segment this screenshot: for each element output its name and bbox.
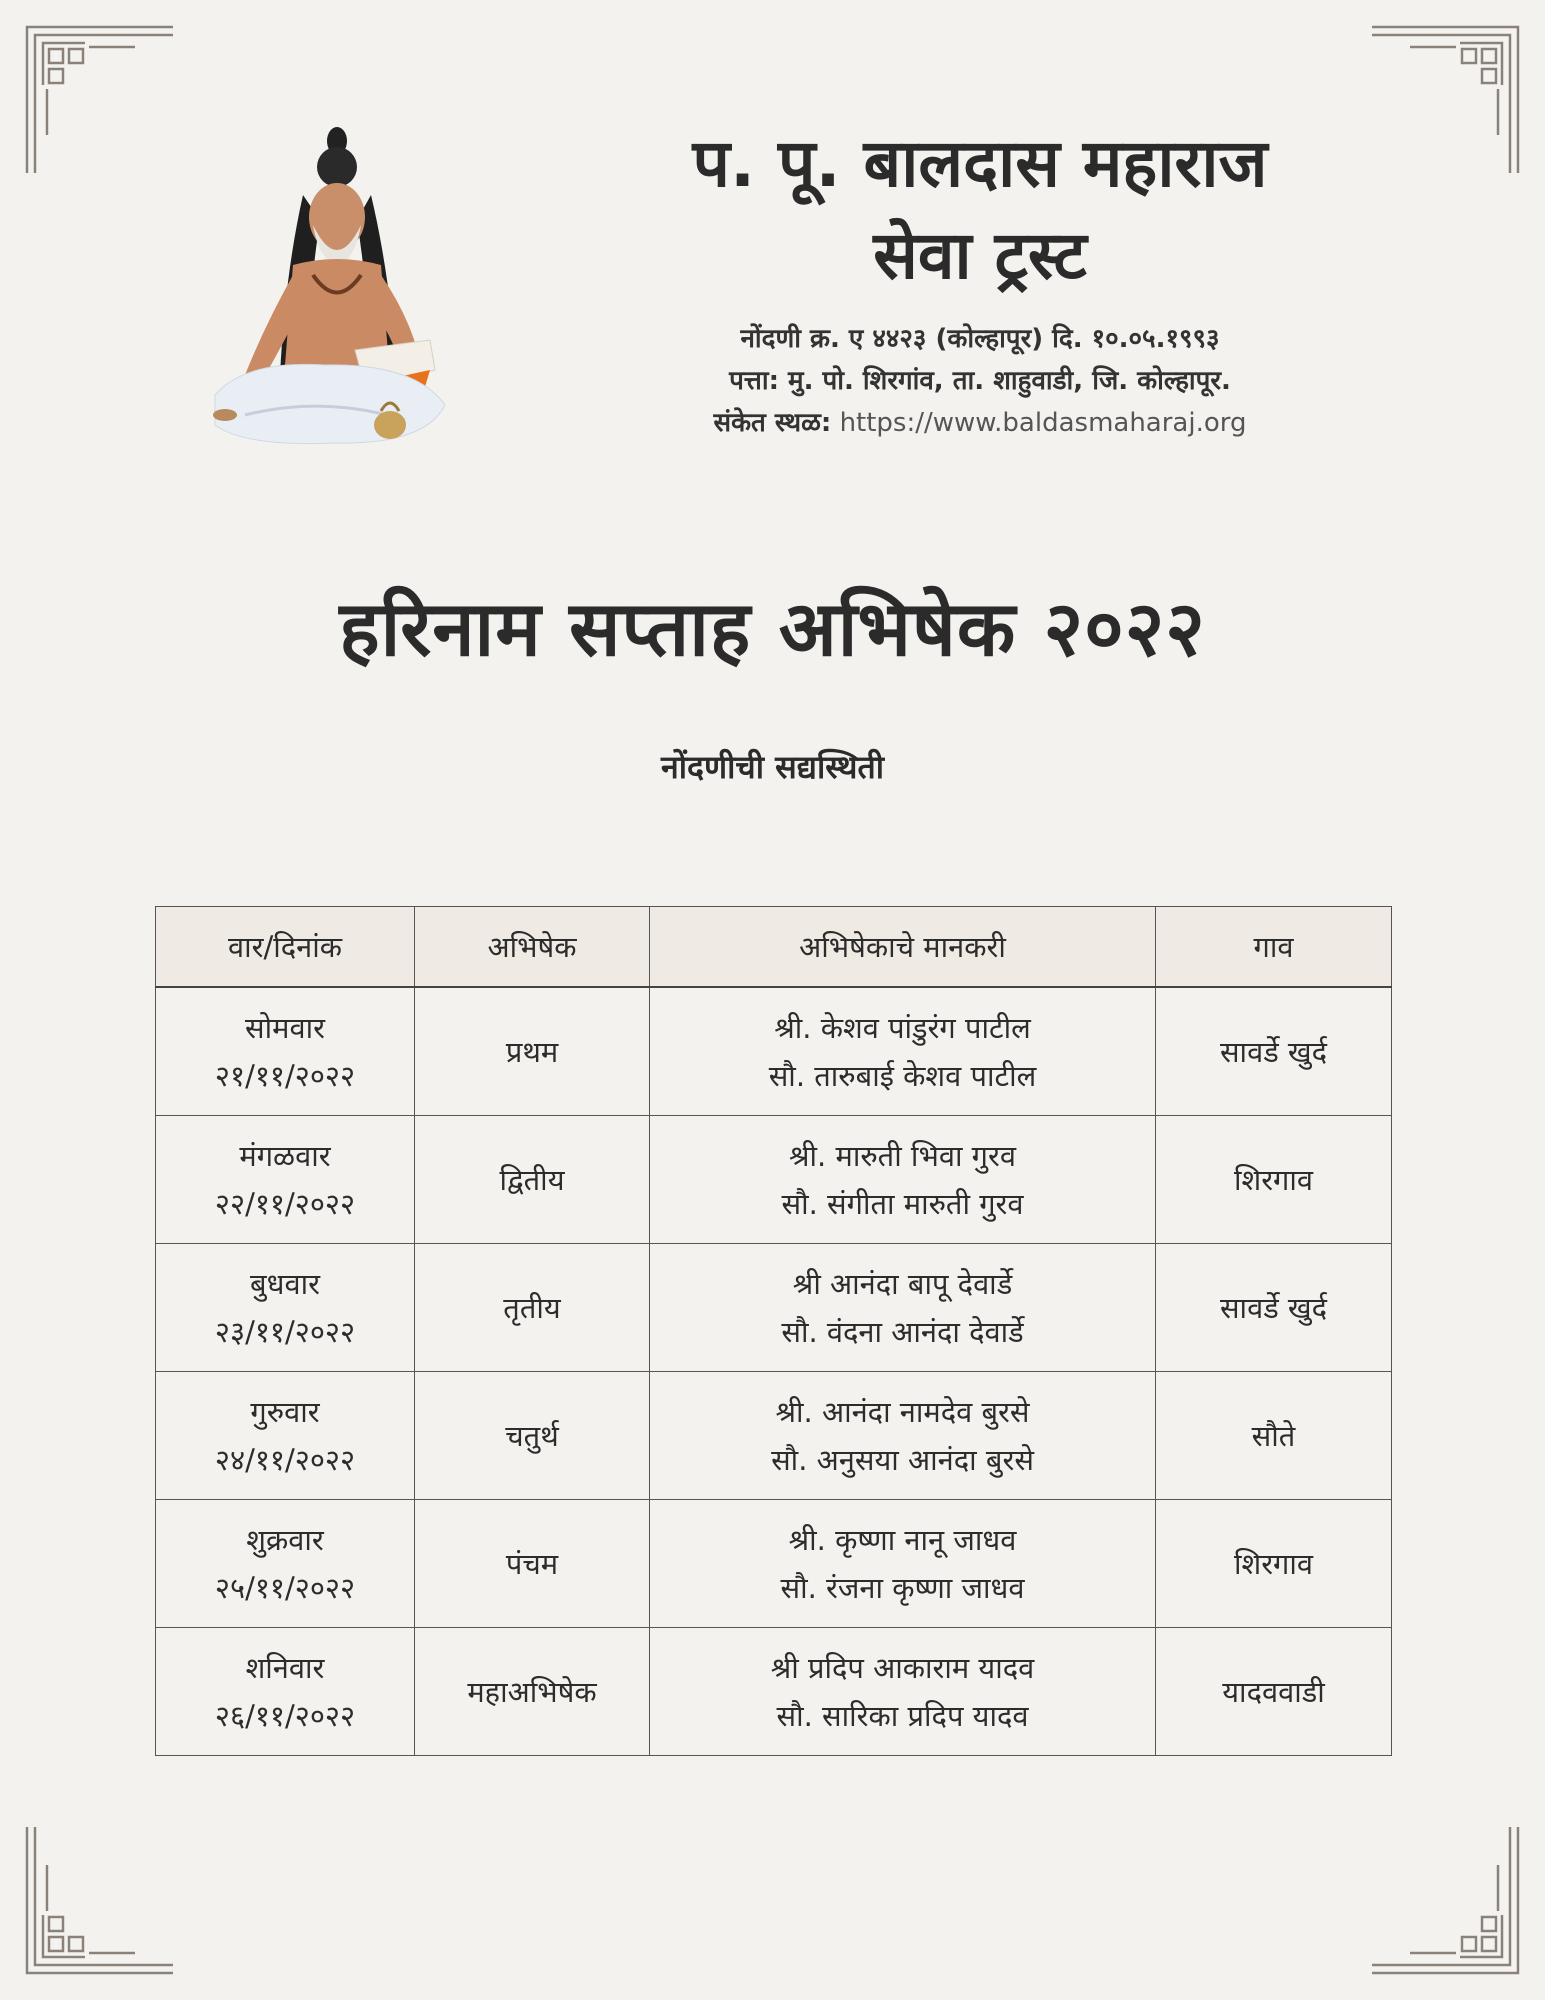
honorees-cell	[650, 987, 1156, 1116]
day-date-cell	[156, 987, 415, 1116]
honorees-cell	[650, 1116, 1156, 1244]
page-subtitle: नोंदणीची सद्यस्थिती	[660, 748, 885, 786]
header-honorees: अभिषेकाचे मानकरी	[650, 907, 1156, 988]
org-name-line1: प. पू. बालदास महाराज	[692, 125, 1268, 202]
village-cell: यादववाडी	[1156, 1628, 1392, 1756]
day-date-cell	[156, 1372, 415, 1500]
day-date-cell	[156, 1500, 415, 1628]
honoree-secondary: सौ. सारिका प्रदिप यादव	[776, 1698, 1029, 1733]
day-date-cell	[156, 1116, 415, 1244]
table-row	[156, 1372, 1392, 1500]
org-name-line2: सेवा ट्रस्ट	[873, 217, 1087, 294]
village-cell: शिरगाव	[1156, 1116, 1392, 1244]
date-text: २२/११/२०२२	[214, 1186, 356, 1221]
village-cell: सावर्डे खुर्द	[1156, 1244, 1392, 1372]
page-title: हरिनाम सप्ताह अभिषेक २०२२	[339, 584, 1206, 673]
honoree-secondary: सौ. संगीता मारुती गुरव	[781, 1186, 1024, 1221]
org-header	[560, 118, 1400, 302]
day-date-cell	[156, 1628, 415, 1756]
abhishek-cell: द्वितीय	[415, 1116, 650, 1244]
honoree-secondary: सौ. वंदना आनंदा देवार्डे	[781, 1314, 1024, 1349]
header-village: गाव	[1156, 907, 1392, 988]
table-row	[156, 1500, 1392, 1628]
honoree-primary: श्री. आनंदा नामदेव बुरसे	[775, 1394, 1030, 1429]
honorees-cell	[650, 1244, 1156, 1372]
date-text: २१/११/२०२२	[214, 1058, 356, 1093]
day-text: मंगळवार	[239, 1138, 331, 1173]
honorees-cell	[650, 1372, 1156, 1500]
village-cell: शिरगाव	[1156, 1500, 1392, 1628]
honorees-cell	[650, 1500, 1156, 1628]
corner-ornament-icon	[25, 1825, 175, 1975]
table-row	[156, 987, 1392, 1116]
abhishek-cell: प्रथम	[415, 987, 650, 1116]
address-text: पत्ता: मु. पो. शिरगांव, ता. शाहुवाडी, जि. कोल्हापूर.	[729, 366, 1231, 396]
honoree-secondary: सौ. अनुसया आनंदा बुरसे	[771, 1442, 1034, 1477]
table-header-row	[156, 907, 1392, 988]
day-text: गुरुवार	[250, 1394, 320, 1429]
honoree-primary: श्री. कृष्णा नानू जाधव	[788, 1522, 1017, 1557]
day-text: सोमवार	[245, 1010, 325, 1045]
registration-text: नोंदणी क्र. ए ४४२३ (कोल्हापूर) दि. १०.०५.१९९३	[740, 324, 1220, 354]
header-abhishek: अभिषेक	[415, 907, 650, 988]
honoree-primary: श्री आनंदा बापू देवार्डे	[792, 1266, 1013, 1301]
day-text: बुधवार	[250, 1266, 320, 1301]
website-line	[560, 402, 1400, 444]
date-text: २४/११/२०२२	[214, 1442, 356, 1477]
abhishek-cell: पंचम	[415, 1500, 650, 1628]
corner-ornament-icon	[25, 25, 175, 175]
honoree-secondary: सौ. रंजना कृष्णा जाधव	[780, 1570, 1025, 1605]
table-row	[156, 1244, 1392, 1372]
honoree-secondary: सौ. तारुबाई केशव पाटील	[768, 1058, 1037, 1093]
abhishek-cell: चतुर्थ	[415, 1372, 650, 1500]
sage-portrait-icon	[185, 125, 465, 460]
schedule-table	[155, 906, 1392, 1756]
website-link[interactable]: https://www.baldasmaharaj.org	[839, 408, 1247, 438]
village-cell: सौते	[1156, 1372, 1392, 1500]
honoree-primary: श्री. मारुती भिवा गुरव	[789, 1138, 1016, 1173]
day-text: शुक्रवार	[246, 1522, 324, 1557]
website-label: संकेत स्थळ:	[713, 408, 832, 438]
date-text: २५/११/२०२२	[214, 1570, 356, 1605]
abhishek-cell: महाअभिषेक	[415, 1628, 650, 1756]
honorees-cell	[650, 1628, 1156, 1756]
table-row	[156, 1628, 1392, 1756]
abhishek-cell: तृतीय	[415, 1244, 650, 1372]
corner-ornament-icon	[1370, 1825, 1520, 1975]
day-text: शनिवार	[245, 1650, 325, 1685]
day-date-cell	[156, 1244, 415, 1372]
date-text: २३/११/२०२२	[214, 1314, 356, 1349]
header-day-date: वार/दिनांक	[156, 907, 415, 988]
table-row	[156, 1116, 1392, 1244]
village-cell: सावर्डे खुर्द	[1156, 987, 1392, 1116]
honoree-primary: श्री. केशव पांडुरंग पाटील	[774, 1010, 1031, 1045]
org-meta	[560, 318, 1400, 444]
honoree-primary: श्री प्रदिप आकाराम यादव	[770, 1650, 1035, 1685]
date-text: २६/११/२०२२	[214, 1698, 356, 1733]
